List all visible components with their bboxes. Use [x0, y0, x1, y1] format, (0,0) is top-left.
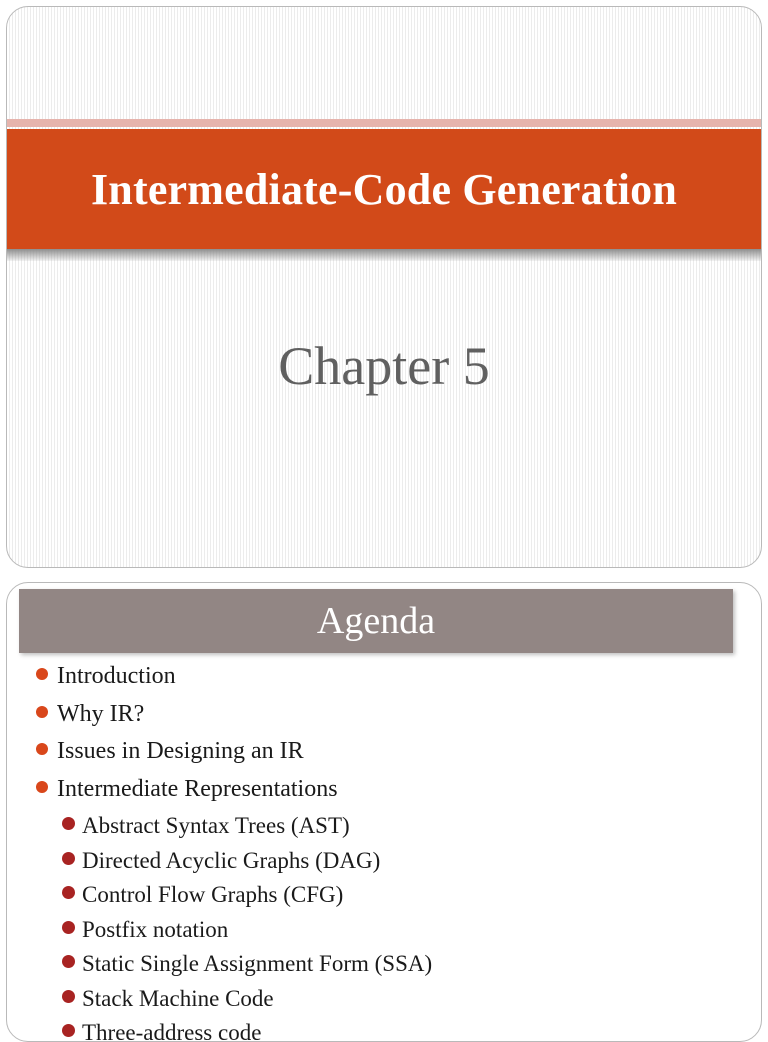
- agenda-subitem: [7, 848, 747, 883]
- sub-bullet-icon: [62, 852, 75, 865]
- sub-bullet-icon: [62, 921, 75, 934]
- title-band: [7, 129, 761, 249]
- agenda-subitem-label: Static Single Assignment Form (SSA): [82, 951, 433, 976]
- agenda-subitem: [7, 882, 747, 917]
- bullet-icon: [36, 706, 48, 718]
- sub-bullet-icon: [62, 817, 75, 830]
- sub-bullet-icon: [62, 886, 75, 899]
- slide-subtitle: Chapter 5: [278, 336, 490, 396]
- accent-line: [7, 119, 761, 127]
- agenda-subitem-label: Postfix notation: [82, 916, 229, 942]
- agenda-subitem: [7, 813, 747, 848]
- sub-bullet-icon: [62, 955, 75, 968]
- agenda-subitem: [7, 986, 747, 1021]
- agenda-item-label: Issues in Designing an IR: [57, 738, 304, 764]
- bullet-icon: [36, 743, 48, 755]
- agenda-item-label: Intermediate Representations: [57, 775, 338, 802]
- agenda-item-label: Introduction: [57, 663, 176, 689]
- agenda-subitem-label: Three-address code: [82, 1020, 262, 1042]
- agenda-subitem: [7, 917, 747, 952]
- agenda-list: [7, 663, 747, 1042]
- agenda-subitem-label: Stack Machine Code: [82, 985, 274, 1011]
- agenda-item: [7, 663, 747, 701]
- agenda-title: Agenda: [316, 600, 436, 642]
- agenda-subitem-label: Directed Acyclic Graphs (DAG): [82, 847, 381, 873]
- sub-bullet-icon: [62, 1024, 75, 1037]
- agenda-slide: [6, 582, 762, 1042]
- agenda-subitem: [7, 1020, 747, 1042]
- slide-title: Intermediate-Code Generation: [90, 164, 678, 214]
- bullet-icon: [36, 668, 48, 680]
- agenda-subitem: [7, 951, 747, 986]
- title-band-shadow: [7, 249, 761, 261]
- bullet-icon: [36, 781, 48, 793]
- agenda-subitem-label: Abstract Syntax Trees (AST): [82, 813, 350, 838]
- agenda-subitem-label: Control Flow Graphs (CFG): [82, 882, 344, 907]
- agenda-item: [7, 738, 747, 776]
- agenda-item-label: Why IR?: [57, 700, 145, 727]
- agenda-item: [7, 701, 747, 739]
- agenda-item: [7, 776, 747, 814]
- sub-bullet-icon: [62, 990, 75, 1003]
- title-slide: [6, 6, 762, 568]
- agenda-header: [19, 589, 733, 653]
